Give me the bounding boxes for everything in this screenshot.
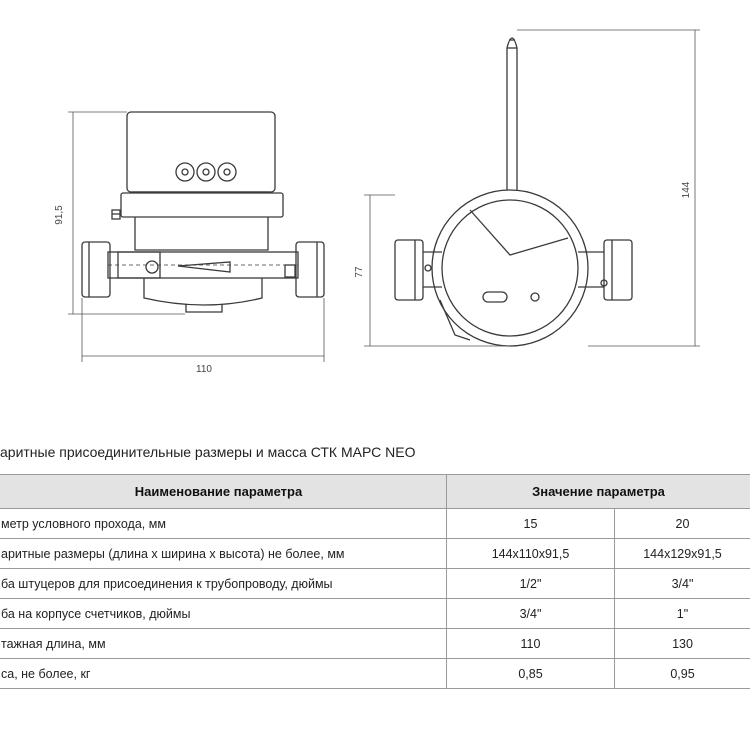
dim-height-left: 91,5 xyxy=(54,205,65,225)
row-value-15: 144x110x91,5 xyxy=(447,539,615,569)
row-value-20: 3/4" xyxy=(615,569,750,599)
table-row xyxy=(0,569,750,599)
row-value-20: 20 xyxy=(615,509,750,539)
row-name: аритные размеры (длина x ширина x высота) не более, мм xyxy=(0,539,447,569)
table-header-row xyxy=(0,475,750,509)
row-value-15: 3/4" xyxy=(447,599,615,629)
row-value-20: 144x129x91,5 xyxy=(615,539,750,569)
row-value-20: 130 xyxy=(615,629,750,659)
dim-axis-height: 77 xyxy=(354,266,365,278)
parameters-table xyxy=(0,474,750,690)
table-row xyxy=(0,629,750,659)
dim-length: 110 xyxy=(196,364,212,375)
row-name: тажная длина, мм xyxy=(0,629,447,659)
table-row xyxy=(0,539,750,569)
front-view xyxy=(82,112,324,312)
row-value-20: 1" xyxy=(615,599,750,629)
dimension-lines xyxy=(68,30,700,362)
header-parameter-value: Значение параметра xyxy=(447,475,750,509)
row-name: ба на корпусе счетчиков, дюймы xyxy=(0,599,447,629)
side-view xyxy=(395,38,632,346)
row-name: ба штуцеров для присоединения к трубопроводу, дюймы xyxy=(0,569,447,599)
header-parameter-name: Наименование параметра xyxy=(0,475,447,509)
row-name: метр условного прохода, мм xyxy=(0,509,447,539)
table-row xyxy=(0,659,750,689)
row-value-15: 0,85 xyxy=(447,659,615,689)
row-value-15: 110 xyxy=(447,629,615,659)
dim-height-right: 144 xyxy=(681,181,692,199)
row-value-20: 0,95 xyxy=(615,659,750,689)
row-value-15: 1/2" xyxy=(447,569,615,599)
table-row xyxy=(0,509,750,539)
row-name: са, не более, кг xyxy=(0,659,447,689)
row-value-15: 15 xyxy=(447,509,615,539)
table-caption: аритные присоединительные размеры и масса СТК МАРС NEO xyxy=(0,444,416,460)
table-row xyxy=(0,599,750,629)
